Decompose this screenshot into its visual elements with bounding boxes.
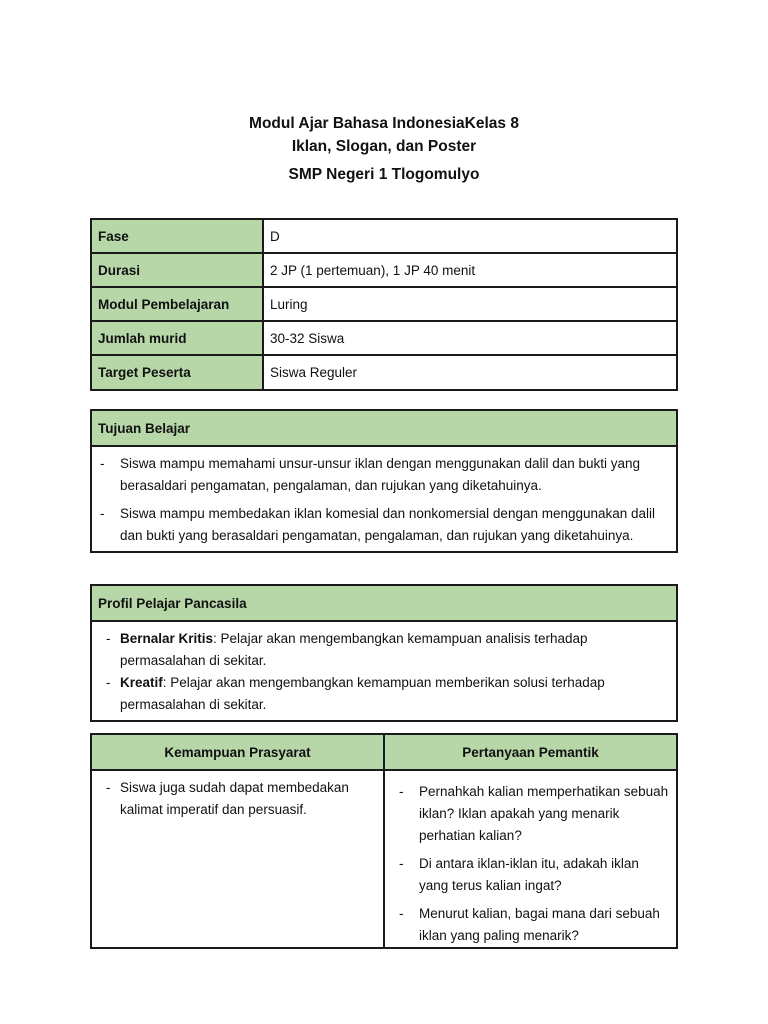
profil-term: Bernalar Kritis [120,631,214,646]
list-item: - Menurut kalian, bagai mana dari sebuah iklan yang paling menarik? [391,903,670,947]
profil-list [98,628,670,716]
info-value: Siswa Reguler [263,355,677,390]
profil-body [91,621,677,721]
info-value: 2 JP (1 pertemuan), 1 JP 40 menit [263,253,677,287]
info-row-modul [91,287,677,321]
list-item: - Di antara iklan-iklan itu, adakah iklan yang terus kalian ingat? [391,853,670,897]
kemampuan-prasyarat-heading: Kemampuan Prasyarat [91,734,384,770]
info-row-target [91,355,677,390]
tujuan-list [98,453,670,547]
list-item: - Siswa mampu memahami unsur-unsur iklan dengan menggunakan dalil dan bukti yang berasaldari pengamatan, pengalaman, dan rujukan yang diketahuinya. [98,453,670,497]
profil-text: : Pelajar akan mengembangkan kemampuan analisis terhadap permasalahan di sekitar. [120,631,588,668]
info-label: Fase [91,219,263,253]
list-item: - Siswa juga sudah dapat membedakan kalimat imperatif dan persuasif. [98,777,377,821]
pertanyaan-pemantik-cell [384,770,677,948]
prasyarat-list [98,777,377,821]
info-label: Target Peserta [91,355,263,390]
list-item: - Pernahkah kalian memperhatikan sebuah iklan? Iklan apakah yang menarik perhatian kalian? [391,781,670,847]
info-value: 30-32 Siswa [263,321,677,355]
info-row-durasi [91,253,677,287]
info-row-jumlah [91,321,677,355]
kemampuan-pemantik-table [90,733,678,949]
document-subtitle: Iklan, Slogan, dan Poster [291,138,477,155]
pertanyaan-pemantik-heading: Pertanyaan Pemantik [384,734,677,770]
info-row-fase [91,219,677,253]
info-label: Modul Pembelajaran [91,287,263,321]
info-label: Jumlah murid [91,321,263,355]
pemantik-list [391,781,670,947]
tujuan-heading: Tujuan Belajar [91,410,677,446]
tujuan-belajar-table [90,409,678,553]
profil-term: Kreatif [120,675,163,690]
list-item [98,628,670,672]
kemampuan-prasyarat-cell [91,770,384,948]
document-title: Modul Ajar Bahasa IndonesiaKelas 8 [249,115,519,132]
info-value: Luring [263,287,677,321]
info-label: Durasi [91,253,263,287]
list-item [98,672,670,716]
list-item: - Siswa mampu membedakan iklan komesial dan nonkomersial dengan menggunakan dalil dan bukti yang berasaldari pengamatan, pengalaman, dan rujukan yang diketahuinya. [98,503,670,547]
info-value: D [263,219,677,253]
tujuan-body [91,446,677,552]
profil-text: : Pelajar akan mengembangkan kemampuan memberikan solusi terhadap permasalahan di sekitar. [120,675,605,712]
school-name: SMP Negeri 1 Tlogomulyo [288,166,480,183]
profil-pelajar-table [90,584,678,722]
profil-heading: Profil Pelajar Pancasila [91,585,677,621]
module-info-table [90,218,678,391]
